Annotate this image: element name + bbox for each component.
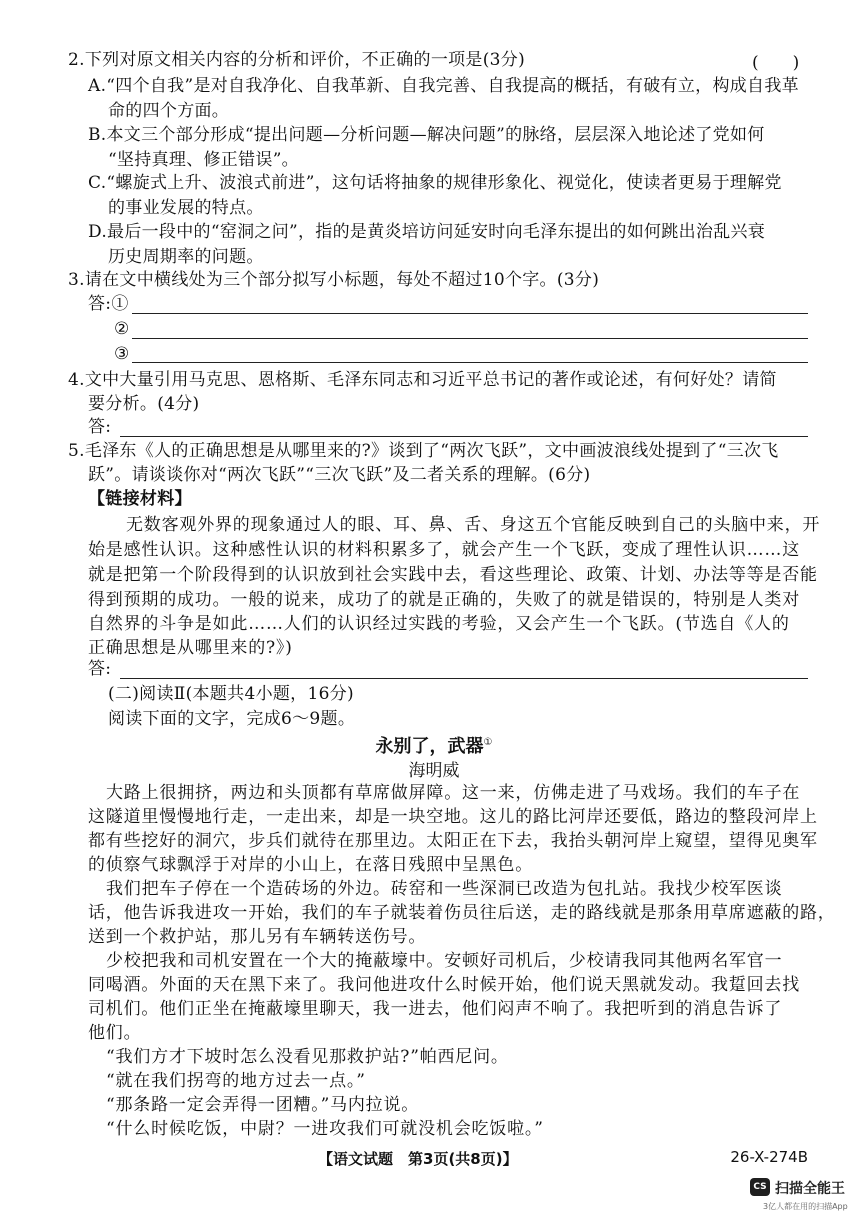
link-material-heading: 【链接材料】	[88, 489, 192, 509]
story-author: 海明威	[408, 761, 460, 781]
q5-stem-line1: 5.毛泽东《人的正确思想是从哪里来的?》谈到了“两次飞跃”，文中画波浪线处提到了“三次飞	[68, 441, 779, 461]
story-dialogue-4: “什么时候吃饭，中尉？一进攻我们可就没机会吃饭啦。”	[106, 1119, 544, 1139]
q3-answer-line-1[interactable]	[132, 313, 808, 314]
camscanner-logo-icon: CS	[750, 1178, 770, 1196]
q3-answer-label-3: ③	[114, 344, 130, 364]
link-material-line1: 无数客观外界的现象通过人的眼、耳、鼻、舌、身这五个官能反映到自己的头脑中来，开	[126, 515, 821, 535]
q3-answer-label-2: ②	[114, 319, 130, 339]
q2-option-d-line2: 历史周期率的问题。	[108, 247, 264, 267]
section-instruction: 阅读下面的文字，完成6～9题。	[108, 709, 356, 729]
story-p2-line1: 我们把车子停在一个造砖场的外边。砖窑和一些深洞已改造为包扎站。我找少校军医谈	[106, 879, 783, 899]
footnote-marker: ①	[483, 737, 493, 748]
story-p2-line3: 送到一个救护站，那儿另有车辆转送伤号。	[88, 927, 427, 947]
q5-answer-line[interactable]	[120, 678, 808, 679]
q4-answer-line[interactable]	[120, 436, 808, 437]
q2-option-b-line2: “坚持真理、修正错误”。	[108, 150, 299, 170]
q3-answer-label-1: 答:①	[88, 294, 129, 314]
q4-stem-line1: 4.文中大量引用马克思、恩格斯、毛泽东同志和习近平总书记的著作或论述，有何好处？请简	[68, 370, 777, 390]
q3-answer-line-2[interactable]	[132, 338, 808, 339]
section-heading: (二)阅读Ⅱ(本题共4小题，16分)	[108, 684, 354, 704]
story-p1-line2: 这隧道里慢慢地行走，一走出来，却是一块空地。这儿的路比河岸还要低，路边的整段河岸上	[88, 807, 818, 827]
q2-option-a-line2: 命的四个方面。	[108, 101, 230, 121]
q4-stem-line2: 要分析。(4分)	[88, 394, 200, 414]
link-material-line5: 自然界的斗争是如此……人们的认识经过实践的考验，又会产生一个飞跃。(节选自《人的	[88, 614, 790, 634]
q2-option-d-line1: D.最后一段中的“窑洞之问”，指的是黄炎培访问延安时向毛泽东提出的如何跳出治乱兴衰	[88, 222, 766, 242]
camscanner-tagline: 3亿人都在用的扫描App	[763, 1202, 848, 1211]
q2-stem: 2.下列对原文相关内容的分析和评价，不正确的一项是(3分)	[68, 50, 525, 70]
story-p1-line1: 大路上很拥挤，两边和头顶都有草席做屏障。这一来，仿佛走进了马戏场。我们的车子在	[106, 783, 801, 803]
story-dialogue-3: “那条路一定会弄得一团糟。”马内拉说。	[106, 1095, 420, 1115]
story-title: 永别了，武器①	[375, 736, 493, 757]
story-p3-line3: 司机们。他们正坐在掩蔽壕里聊天，我一进去，他们闷声不响了。我把听到的消息告诉了	[88, 999, 783, 1019]
link-material-line3: 就是把第一个阶段得到的认识放到社会实践中去，看这些理论、政策、计划、办法等等是否能	[88, 565, 818, 585]
story-p1-line4: 的侦察气球飘浮于对岸的小山上，在落日残照中呈黑色。	[88, 855, 533, 875]
story-dialogue-2: “就在我们拐弯的地方过去一点。”	[106, 1071, 366, 1091]
story-dialogue-1: “我们方才下坡时怎么没看见那救护站?”帕西尼问。	[106, 1047, 509, 1067]
q5-stem-line2: 跃”。请谈谈你对“两次飞跃”“三次飞跃”及二者关系的理解。(6分)	[88, 465, 591, 485]
story-p3-line4: 他们。	[88, 1023, 142, 1043]
camscanner-app-name: 扫描全能王	[775, 1181, 845, 1197]
q4-answer-label: 答:	[88, 417, 112, 437]
page-footer-label: 【语文试题 第3页(共8页)】	[318, 1150, 518, 1168]
q2-option-a-line1: A.“四个自我”是对自我净化、自我革新、自我完善、自我提高的概括，有破有立，构成自我革	[88, 76, 799, 96]
story-p1-line3: 都有些挖好的洞穴，步兵们就待在那里边。太阳正在下去，我抬头朝河岸上窥望，望得见奥军	[88, 831, 818, 851]
q2-answer-bracket: ( )	[752, 53, 800, 73]
link-material-line2: 始是感性认识。这种感性认识的材料积累多了，就会产生一个飞跃，变成了理性认识……这	[88, 540, 800, 560]
q3-stem: 3.请在文中横线处为三个部分拟写小标题，每处不超过10个字。(3分)	[68, 270, 600, 290]
q2-option-c-line1: C.“螺旋式上升、波浪式前进”，这句话将抽象的规律形象化、视觉化，使读者更易于理解党	[88, 173, 782, 193]
story-p3-line1: 少校把我和司机安置在一个大的掩蔽壕中。安顿好司机后，少校请我同其他两名军官一	[106, 951, 783, 971]
story-p3-line2: 同喝酒。外面的天在黑下来了。我问他进攻什么时候开始，他们说天黑就发动。我踅回去找	[88, 975, 800, 995]
link-material-line4: 得到预期的成功。一般的说来，成功了的就是正确的，失败了的就是错误的，特别是人类对	[88, 590, 800, 610]
exam-code: 26-X-274B	[730, 1148, 808, 1166]
q2-option-b-line1: B.本文三个部分形成“提出问题—分析问题—解决问题”的脉络，层层深入地论述了党如何	[88, 125, 765, 145]
q3-answer-line-3[interactable]	[132, 362, 808, 363]
story-p2-line2: 话，他告诉我进攻一开始，我们的车子就装着伤员往后送，走的路线就是那条用草席遮蔽的路，	[88, 903, 836, 923]
q2-option-c-line2: 的事业发展的特点。	[108, 198, 264, 218]
q5-answer-label: 答:	[88, 659, 112, 679]
link-material-line6: 正确思想是从哪里来的?》)	[88, 638, 293, 658]
